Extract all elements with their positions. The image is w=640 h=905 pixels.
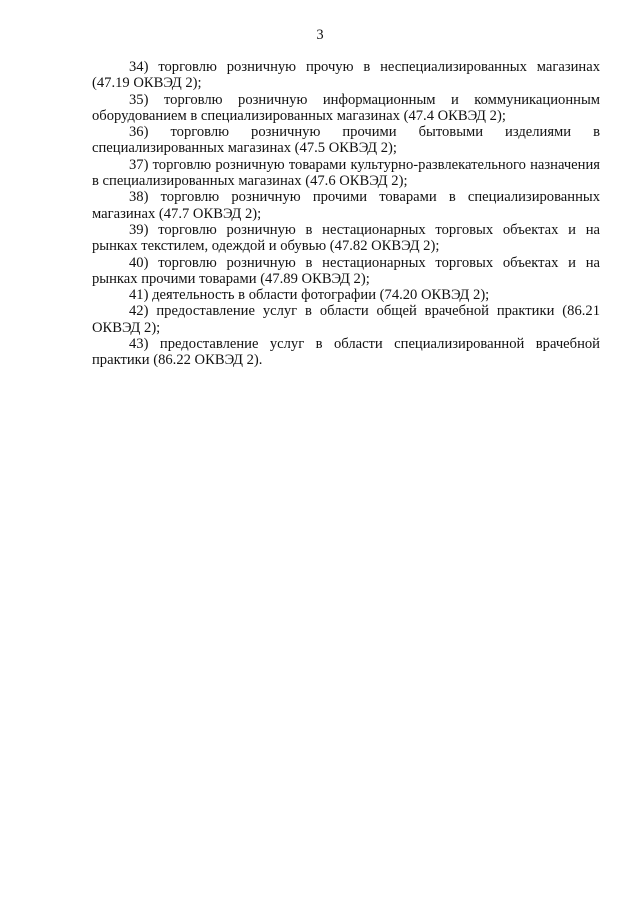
item-number: 37) (129, 156, 149, 173)
list-item (92, 157, 600, 190)
list-item (92, 336, 600, 369)
list-item (92, 222, 600, 255)
item-text: торговлю розничную товарами культурно-развлекательного назначения в специализированных магазинах (47.6 ОКВЭД 2); (92, 156, 600, 190)
item-text: торговлю розничную прочими товарами в специализированных магазинах (47.7 ОКВЭД 2); (92, 189, 601, 222)
item-text: предоставление услуг в области специализированной врачебной практики (86.22 ОКВЭД 2). (92, 336, 600, 369)
item-number: 43) (129, 336, 149, 353)
item-number: 38) (129, 189, 149, 206)
list-item (92, 287, 600, 303)
item-number: 39) (129, 221, 149, 238)
item-number: 42) (129, 303, 149, 320)
item-text: торговлю розничную в нестационарных торговых объектах и на рынках текстилем, одеждой и обувью (47.82 ОКВЭД 2); (92, 221, 600, 255)
page-number: 3 (316, 27, 324, 43)
item-text: торговлю розничную в нестационарных торговых объектах и на рынках прочими товарами (47.89 ОКВЭД 2); (92, 254, 600, 287)
item-text: торговлю розничную информационным и коммуникационным оборудованием в специализированных магазинах (47.4 ОКВЭД 2); (92, 91, 600, 124)
list-item (92, 303, 600, 336)
item-text: предоставление услуг в области общей врачебной практики (86.21 ОКВЭД 2); (92, 303, 600, 336)
item-number: 34) (129, 59, 149, 75)
item-text: торговлю розничную прочую в неспециализированных магазинах (47.19 ОКВЭД 2); (92, 59, 600, 92)
item-number: 40) (129, 254, 149, 271)
item-number: 35) (129, 91, 149, 108)
activity-list (92, 59, 600, 369)
list-item (92, 255, 600, 288)
list-item (92, 59, 600, 92)
item-text: торговлю розничную прочими бытовыми изделиями в специализированных магазинах (47.5 ОКВЭД 2); (92, 124, 600, 157)
list-item (92, 124, 600, 157)
item-text: деятельность в области фотографии (74.20 ОКВЭД 2); (152, 287, 490, 304)
item-number: 41) (129, 287, 149, 304)
list-item (92, 189, 600, 222)
item-number: 36) (129, 124, 149, 141)
list-item (92, 92, 600, 125)
